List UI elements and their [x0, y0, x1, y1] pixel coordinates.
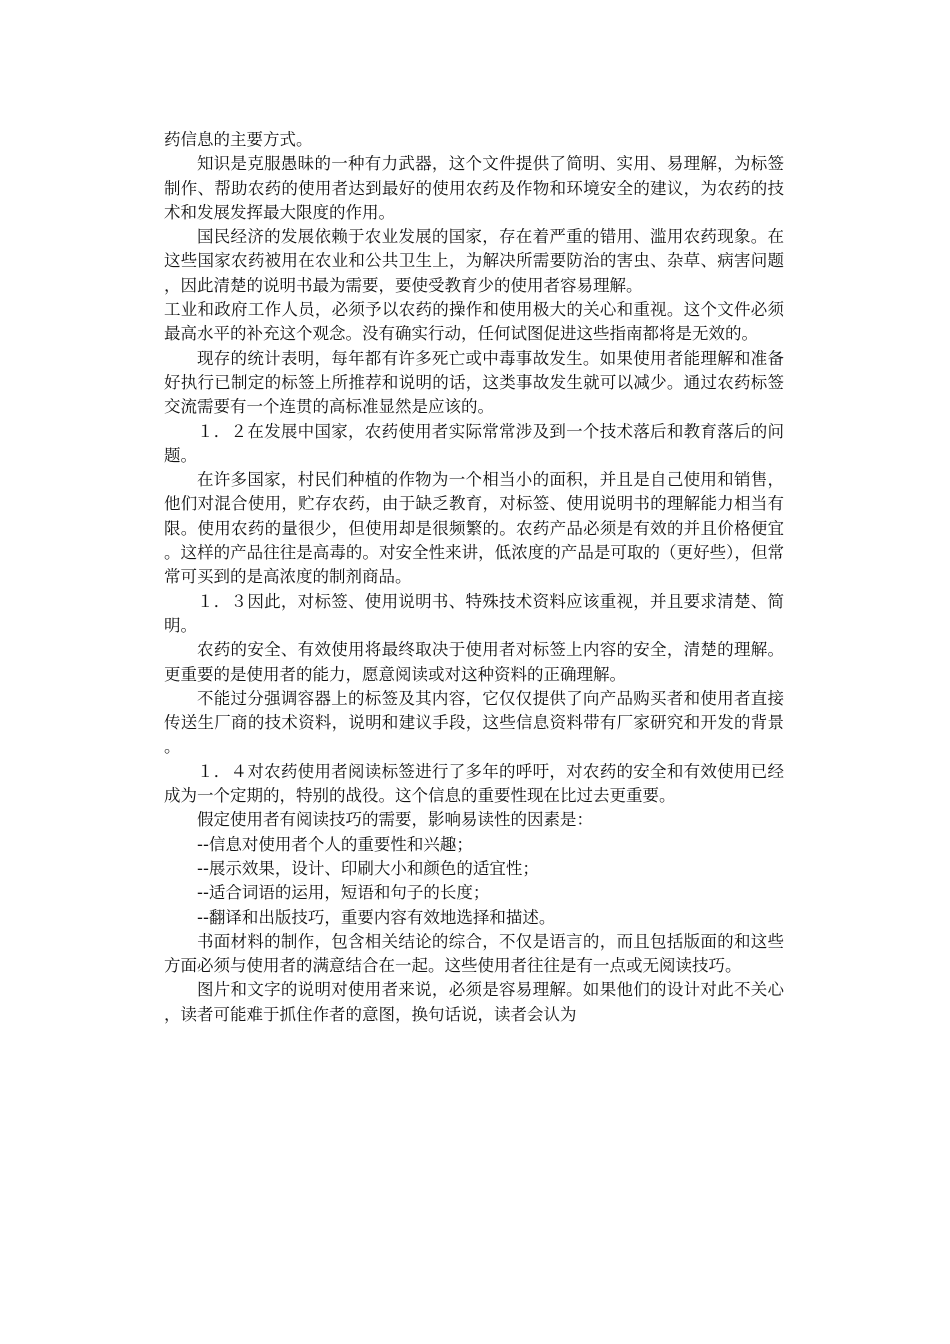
list-item: --翻译和出版技巧，重要内容有效地选择和描述。 — [197, 907, 556, 927]
list-item: --信息对使用者个人的重要性和兴趣； — [197, 834, 473, 854]
paragraph: 农药的安全、有效使用将最终取决于使用者对标签上内容的安全，清楚的理解。更重要的是使用者的能力，愿意阅读或对这种资料的正确理解。 — [164, 640, 784, 684]
paragraph: 现存的统计表明，每年都有许多死亡或中毒事故发生。如果使用者能理解和准备好执行已制定的标签上所推荐和说明的话，这类事故发生就可以减少。通过农药标签交流需要有一个连贯的高标准显然是应该的。 — [164, 348, 784, 417]
paragraph: 假定使用者有阅读技巧的需要，影响易读性的因素是： — [197, 810, 593, 830]
paragraph: 图片和文字的说明对使用者来说，必须是容易理解。如果他们的设计对此不关心，读者可能难于抓住作者的意图，换句话说，读者会认为 — [164, 980, 784, 1024]
section-paragraph-1-2: １．２在发展中国家，农药使用者实际常常涉及到一个技术落后和教育落后的问题。 — [164, 421, 784, 465]
paragraph: 药信息的主要方式。 — [164, 130, 313, 149]
list-item: --展示效果，设计、印刷大小和颜色的适宜性； — [197, 858, 539, 878]
paragraph: 工业和政府工作人员，必须予以农药的操作和使用极大的关心和重视。这个文件必须最高水平的补充这个观念。没有确实行动，任何试图促进这些指南都将是无效的。 — [164, 300, 784, 344]
section-paragraph-1-3: １．３因此，对标签、使用说明书、特殊技术资料应该重视，并且要求清楚、简明。 — [164, 591, 784, 635]
document-body — [164, 128, 784, 1027]
paragraph: 国民经济的发展依赖于农业发展的国家，存在着严重的错用、滥用农药现象。在这些国家农药被用在农业和公共卫生上，为解决所需要防治的害虫、杂草、病害问题，因此清楚的说明书最为需要，要使受教育少的使用者容易理解。 — [164, 227, 784, 295]
section-paragraph-1-4: １．４对农药使用者阅读标签进行了多年的呼吁，对农药的安全和有效使用已经成为一个定期的，特别的战役。这个信息的重要性现在比过去更重要。 — [164, 761, 784, 806]
list-item: --适合词语的运用，短语和句子的长度； — [197, 883, 490, 903]
paragraph: 知识是克服愚昧的一种有力武器，这个文件提供了简明、实用、易理解，为标签制作、帮助农药的使用者达到最好的使用农药及作物和环境安全的建议，为农药的技术和发展发挥最大限度的作用。 — [164, 154, 784, 222]
paragraph: 不能过分强调容器上的标签及其内容，它仅仅提供了向产品购买者和使用者直接传送生厂商的技术资料，说明和建议手段，这些信息资料带有厂家研究和开发的背景。 — [164, 688, 784, 757]
paragraph: 在许多国家，村民们种植的作物为一个相当小的面积，并且是自己使用和销售，他们对混合使用，贮存农药，由于缺乏教育，对标签、使用说明书的理解能力相当有限。使用农药的量很少，但使用却是很频繁的。农药产品必须是有效的并且价格便宜。这样的产品往往是高毒的。对安全性来讲，低浓度的产品是可取的（更好些），但常常可买到的是高浓度的制剂商品。 — [164, 470, 784, 587]
paragraph: 书面材料的制作，包含相关结论的综合，不仅是语言的，而且包括版面的和这些方面必须与使用者的满意结合在一起。这些使用者往往是有一点或无阅读技巧。 — [164, 931, 784, 976]
